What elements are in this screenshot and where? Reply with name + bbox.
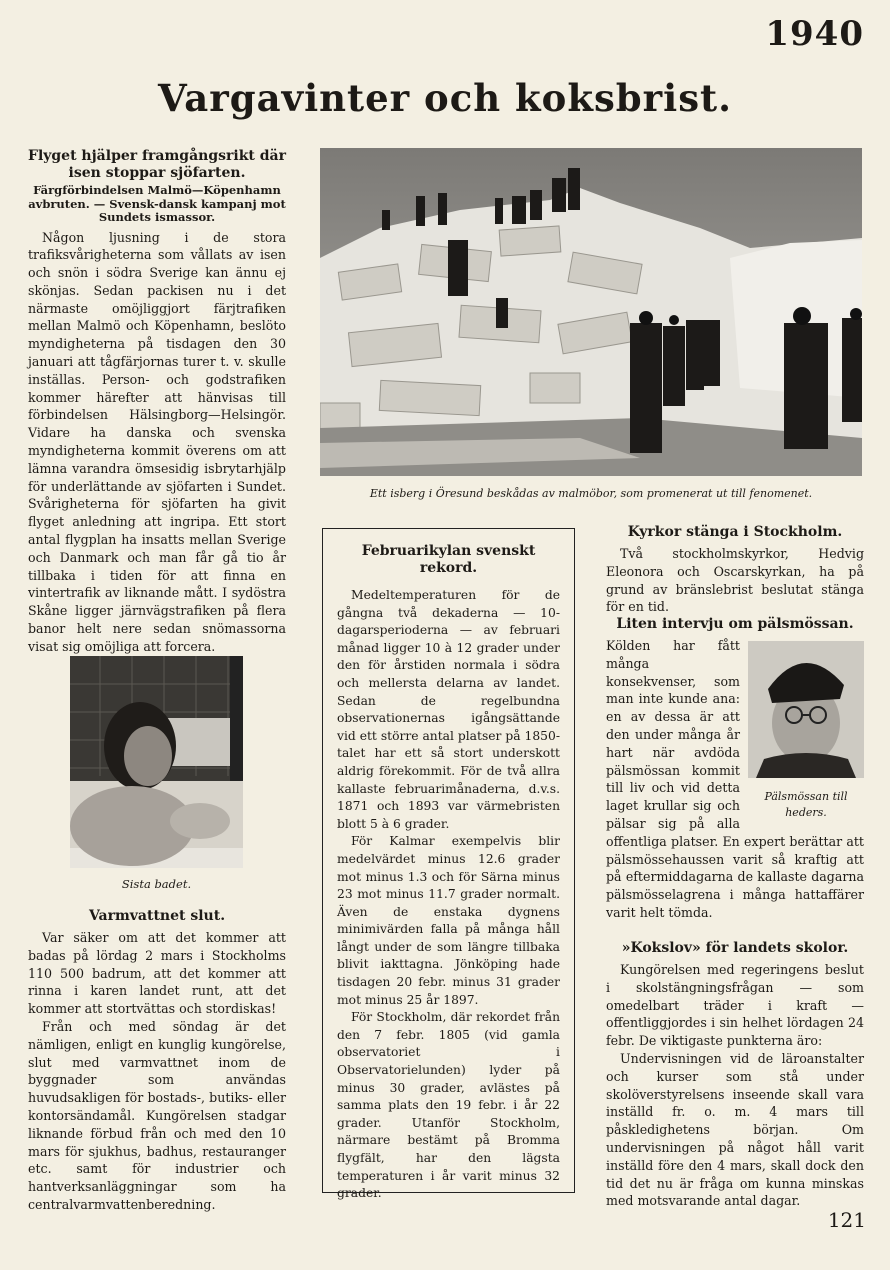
hot-water-headline: Varmvattnet slut. <box>88 908 226 924</box>
fur-hat-photo-caption: Pälsmössan till heders. <box>764 789 848 819</box>
record-article-paragraph: För Kalmar exempelvis blir medelvärdet minus 12.6 grader mot minus 1.3 och för Särna minus 23 mot minus 11.7 grader normalt. Även de enstaka dygnens minimivärden falla på många håll långt under de som längre tillbaka blivit iakttagna. Jönköping hade tisdagen 20 febr. minus 31 grader mot minus 25 år 1897. <box>337 834 560 1007</box>
coke-article <box>606 940 864 1210</box>
bath-photo-image <box>70 656 243 868</box>
fur-hat-headline: Liten intervju om pälsmössan. <box>616 616 854 632</box>
fur-hat-body-full: En expert berättar att pälsmössehaussen varit så kraftig att på eftermiddagarna de kallaste dagarna pälsmösselagrena i många hattaffärer varit helt tömda. <box>606 833 864 920</box>
fur-hat-photo <box>748 641 864 778</box>
bath-photo <box>70 656 243 868</box>
hot-water-paragraph: Var säker om att det kommer att badas på lördag 2 mars i Stockholms 110 500 badrum, att det kommer att rinna i karen landet runt, att det kommer att stortvättas och stordiskas! <box>28 930 286 1017</box>
hot-water-paragraph: Från och med söndag är det nämligen, enligt en kunglig kungörelse, slut med varmvattnet inom de byggnader som användas huvudsakligen för bostads-, butiks- eller kontorsändamål. Kungörelsen stadgar liknande förbud från och med den 10 mars för sjukhus, badhus, restauranger etc. samt för industrier och hantverksanläggningar som ha centralvarmvattenberedning. <box>28 1018 286 1212</box>
page-number: 121 <box>827 1208 866 1232</box>
left-article <box>28 148 286 656</box>
fur-hat-article <box>606 616 864 922</box>
left-article-subheadline: Färgförbindelsen Malmö—Köpenhamn avbruten. — Svensk-dansk kampanj mot Sundets ismassor. <box>28 183 286 224</box>
record-article-paragraph: Medeltemperaturen för de gångna två dekaderna — 10-dagarsperioderna — av februari månad ligger 10 à 12 grader under den för årstiden normala i södra och mellersta delarna av landet. Sedan de regelbundna observationernas igångsättande vid ett större antal platser på 1850-talet har ett så stort underskott aldrig förekommit. För de två allra kallaste februarimånaderna, d.v.s. 1871 och 1893 var värmebristen blott 5 à 6 grader. <box>337 588 560 831</box>
iceberg-photo-caption: Ett isberg i Öresund beskådas av malmöbor, som promenerat ut till fenomenet. <box>369 487 813 500</box>
coke-paragraph: Kungörelsen med regeringens beslut i skolstängningsfrågan — som omedelbart träder i kraft — offentliggjordes i sin helhet lördagen 24 febr. De viktigaste punkterna äro: <box>606 962 864 1049</box>
churches-headline: Kyrkor stänga i Stockholm. <box>627 524 843 540</box>
bath-photo-caption: Sista badet. <box>121 877 192 891</box>
page-title: Vargavinter och koksbrist. <box>157 76 733 120</box>
iceberg-photo <box>320 148 862 476</box>
record-article-paragraph: För Stockholm, där rekordet från den 7 febr. 1805 (vid gamla observatoriet i Observatorielunden) lyder på minus 30 grader, avlästes på samma plats den 19 febr. i år 22 grader. Utanför Stockholm, närmare bestämt på Bromma flygfält, har den lägsta temperaturen i år varit minus 32 grader. <box>337 1010 560 1201</box>
churches-article <box>606 524 864 616</box>
coke-paragraph: Undervisningen vid de läroanstalter och kurser som stå under skolöverstyrelsens inseende skall vara inställd fr. o. m. 4 mars till påskledighetens början. Om undervisningen på något håll varit inställd före den 4 mars, skall dock den tid det nu är fråga om kunna minskas med motsvarande antal dagar. <box>606 1050 864 1209</box>
left-article-headline: Flyget hjälper framgångsrikt där isen stoppar sjöfarten. <box>28 148 286 181</box>
record-article-box <box>322 528 575 1201</box>
fur-hat-body-wrapped: Kölden har fått många konsekvenser, som man inte kunde ana: en av dessa är att den under många år hart när avdöda pälsmössan kommit till liv och vid detta laget krullar sig och pälsar sig på alla offentliga platser. <box>606 638 740 849</box>
record-article <box>337 543 560 1203</box>
record-article-headline: Februarikylan svenskt rekord. <box>361 543 536 576</box>
coke-headline: »Kokslov» för landets skolor. <box>621 940 849 956</box>
iceberg-photo-image <box>320 148 862 476</box>
hot-water-article <box>28 908 286 1214</box>
page-year: 1940 <box>765 14 864 54</box>
fur-hat-photo-block <box>748 641 864 821</box>
fur-hat-wrap-area <box>606 637 864 922</box>
churches-body: Två stockholmskyrkor, Hedvig Eleonora och Oscarskyrkan, ha på grund av bränslebrist beslutat stänga för en tid. <box>606 546 864 615</box>
left-article-body: Någon ljusning i de stora trafiksvårigheterna som vållats av isen och snön i södra Sverige kan ännu ej skönjas. Sedan packisen nu i det närmaste omöjliggjort färjtrafiken mellan Malmö och Köpenhamn, beslöto myndigheterna på tisdagen den 30 januari att tågfärjornas turer t. v. skulle inställas. Person- och godstrafiken kommer härefter att hänvisas till förbindelsen Hälsingborg—Helsingör. Vidare ha danska och svenska myndigheterna kommit överens om att lämna varandra ömsesidig isbrytarhjälp för underlättande av sjöfarten i Sundet. Svårigheterna för sjöfarten ha givit flyget anledning att ingripa. Ett stort antal flygplan ha insatts mellan Sverige och Danmark och man får gå tio år tillbaka i tiden för att finna en vintertrafik av liknande mått. I sydöstra Skåne ligger järnvägstrafiken på flera banor helt nere sedan snömassorna visat sig omöjliga att forcera. <box>28 229 286 654</box>
